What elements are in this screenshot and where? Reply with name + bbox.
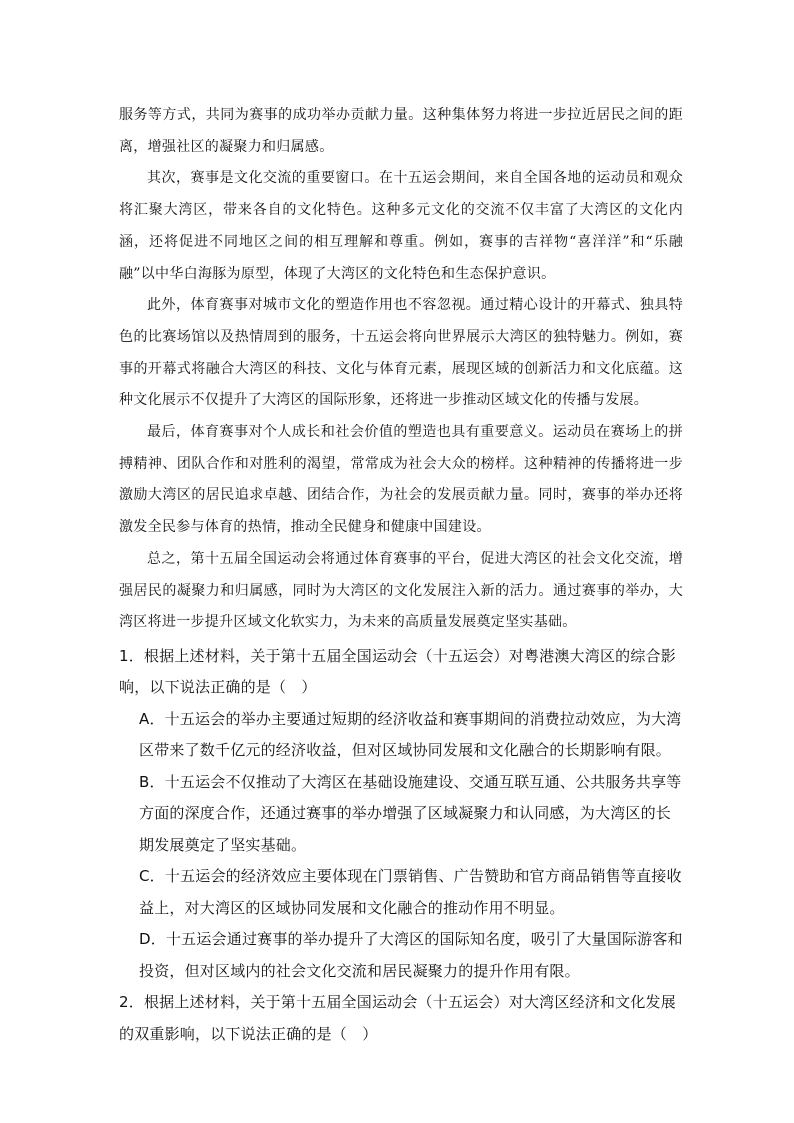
passage-paragraph-5: 总之，第十五届全国运动会将通过体育赛事的平台，促进大湾区的社会文化交流，增强居民的凝聚力和归属感，同时为大湾区的文化发展注入新的活力。通过赛事的举办，大湾区将进一步提升区域文化软实力，为未来的高质量发展奠定坚实基础。 xyxy=(119,550,683,631)
option-b: B．十五运会不仅推动了大湾区在基础设施建设、交通互联互通、公共服务共享等方面的深度合作，还通过赛事的举办增强了区域凝聚力和认同感，为大湾区的长期发展奠定了坚实基础。 xyxy=(139,772,682,854)
question-stem: 2．根据上述材料，关于第十五届全国运动会（十五运会）对大湾区经济和文化发展的双重影响，以下说法正确的是（ ） xyxy=(119,993,676,1043)
passage-paragraph-1: 服务等方式，共同为赛事的成功举办贡献力量。这种集体努力将进一步拉近居民之间的距离，增强社区的凝聚力和归属感。 xyxy=(119,107,683,155)
passage-paragraph-4: 最后，体育赛事对个人成长和社会价值的塑造也具有重要意义。运动员在赛场上的拼搏精神、团队合作和对胜利的渴望，常常成为社会大众的榜样。这种精神的传播将进一步激励大湾区的居民追求卓越、团结合作，为社会的发展贡献力量。同时，赛事的举办还将激发全民参与体育的热情，推动全民健身和健康中国建设。 xyxy=(119,424,683,536)
option-d: D．十五运会通过赛事的举办提升了大湾区的国际知名度，吸引了大量国际游客和投资，但对区域内的社会文化交流和居民凝聚力的提升作用有限。 xyxy=(139,930,683,980)
passage-paragraph-3: 此外，体育赛事对城市文化的塑造作用也不容忽视。通过精心设计的开幕式、独具特色的比赛场馆以及热情周到的服务，十五运会将向世界展示大湾区的独特魅力。例如，赛事的开幕式将融合大湾区的科技、文化与体育元素，展现区域的创新活力和文化底蕴。这种文化展示不仅提升了大湾区的国际形象，还将进一步推动区域文化的传播与发展。 xyxy=(119,297,683,409)
question-list xyxy=(119,641,683,1051)
passage-paragraph-2: 其次，赛事是文化交流的重要窗口。在十五运会期间，来自全国各地的运动员和观众将汇聚大湾区，带来各自的文化特色。这种多元文化的交流不仅丰富了大湾区的文化内涵，还将促进不同地区之间的相互理解和尊重。例如，赛事的吉祥物“喜洋洋”和“乐融融”以中华白海豚为原型，体现了大湾区的文化特色和生态保护意识。 xyxy=(119,170,683,282)
answer-options xyxy=(119,704,683,988)
question-1 xyxy=(119,641,683,988)
reading-passage xyxy=(119,100,683,639)
question-2 xyxy=(119,987,683,1050)
option-c: C．十五运会的经济效应主要体现在门票销售、广告赞助和官方商品销售等直接收益上，对大湾区的区域协同发展和文化融合的推动作用不明显。 xyxy=(139,867,682,917)
question-stem: 1．根据上述材料，关于第十五届全国运动会（十五运会）对粤港澳大湾区的综合影响，以下说法正确的是（ ） xyxy=(119,646,676,697)
option-a: A．十五运会的举办主要通过短期的经济收益和赛事期间的消费拉动效应，为大湾区带来了数千亿元的经济收益，但对区域协同发展和文化融合的长期影响有限。 xyxy=(139,709,682,760)
